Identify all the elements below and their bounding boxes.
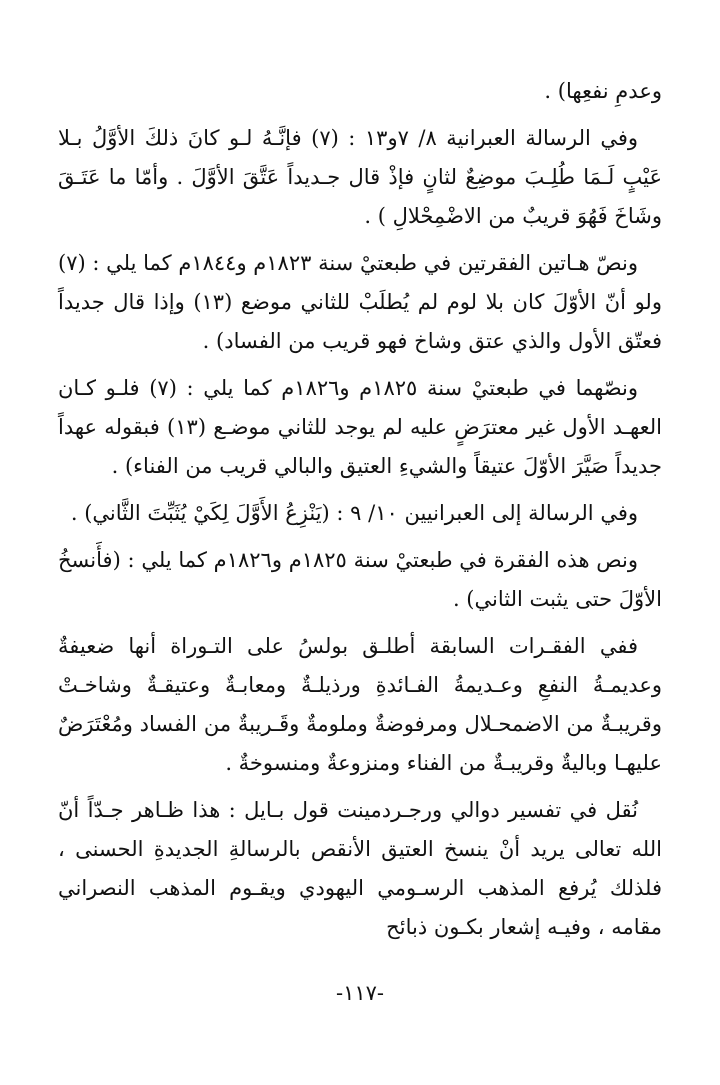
page-number: -١١٧- [335,981,385,1005]
paragraph-4: ونصّهما في طبعتيْ سنة ١٨٢٥م و١٨٢٦م كما يلي : (٧) فلـو كـان العهـد الأول غير معترَضٍ عليه لم يوجد للثاني موضـع (١٣) فبقوله عهداً جديداً صَيَّرَ الأوّلَ عتيقاً والشيءِ العتيق والبالي قريب من الفناء) . [58,376,663,478]
paragraph-6: ونص هذه الفقرة في طبعتيْ سنة ١٨٢٥م و١٨٢٦م كما يلي : (فأَنسخُ الأوّلَ حتى يثبت الثاني) . [58,548,662,611]
paragraph-7: ففي الفقـرات السابقة أطلـق بولسُ على التـوراة أنها ضعيفةٌ وعديمـةُ النفعِ وعـديمةُ الفـائدةِ ورذيلـةٌ ومعابـةٌ وعتيقـةٌ وشاخـتْ وقريبـةٌ من الاضمحـلال ومرفوضةٌ وملومةٌ وقَـريبةٌ من الفساد ومُعْتَرَضٌ عليهـا وباليةٌ وقريبـةٌ من الفناء ومنزوعةٌ ومنسوخةٌ . [58,634,662,775]
paragraph-3: ونصّ هـاتين الفقرتين في طبعتيْ سنة ١٨٢٣م و١٨٤٤م كما يلي : (٧) ولو أنّ الأوّلَ كان بلا لوم لم يُطلَبْ للثاني موضع (١٣) وإذا قال جديداً فعتّق الأول والذي عتق وشاخ فهو قريب من الفساد) . [58,251,662,353]
paragraph-8: نُقل في تفسير دوالي ورجـردمينت قول بـايل : هذا ظـاهر جـدّاً أنّ الله تعالى يريد أنْ ينسخ العتيق الأنقص بالرسالةِ الجديدةِ الحسنى ، فلذلك يُرفع المذهب الرسـومي اليهودي ويقـوم المذهب النصراني مقامه ، وفيـه إشعار بكـون ذبائح [58,798,662,939]
paragraph-1: وعدمِ نفعِها) . [544,79,662,103]
page-body [58,72,662,955]
paragraph-5: وفي الرسالة إلى العبرانيين ١٠/ ٩ : (يَنْزِعُ الأَوَّلَ لِكَيْ يُثَبِّتَ الثَّاني) . [70,501,638,525]
paragraph-2: وفي الرسالة العبرانية ٨/ ٧و١٣ : (٧) فإنَّـهُ لـو كانَ ذلكَ الأوَّلُ بـلا عَيْبٍ لَـمَا طُلِـبَ موضِعٌ لثانٍ فإذْ قال جـديداً عَتَّقَ الأوَّلَ . وأمّا ما عَتَـقَ وشَاخَ فَهُوَ قريبٌ من الاضْمِحْلالِ ) . [58,126,662,228]
